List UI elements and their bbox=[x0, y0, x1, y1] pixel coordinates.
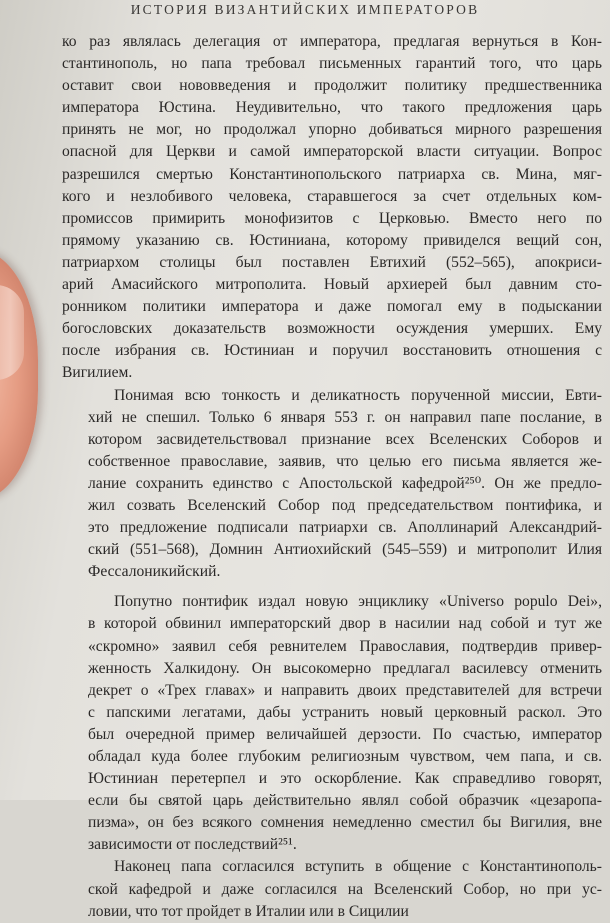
text-line: императора Юстина. Неудивительно, что такого предложения царь bbox=[62, 99, 602, 117]
text-line: жил созвать Вселенский Собор под председательством понтифика, и bbox=[88, 496, 602, 514]
paragraph-4 bbox=[62, 856, 602, 922]
text-line: патриархом столицы был поставлен Евтихий (552–565), апокриси- bbox=[62, 253, 602, 271]
text-line: принять не мог, но продолжал упорно добиваться мирного разрешения bbox=[62, 121, 602, 139]
text-line: ронником политики императора и даже помогал ему в подыскании bbox=[62, 298, 602, 316]
text-line: Вигилием. bbox=[62, 364, 133, 382]
text-line: арий Амасийского митрополита. Новый архиерей был давним сто- bbox=[62, 276, 602, 294]
text-line: с папскими легатами, дабы устранить новый церковный раскол. Это bbox=[88, 703, 602, 721]
text-line: зависимости от последствий²⁵¹. bbox=[88, 836, 297, 854]
text-line: женность Халкидону. Он высокомерно предлагал василевсу отменить bbox=[88, 659, 602, 677]
text-line: кого и незлобивого человека, старавшегося за счет отдельных ком- bbox=[62, 187, 602, 205]
text-line: ко раз являлась делегация от императора, предлагая вернуться в Кон- bbox=[62, 33, 602, 50]
text-line: Наконец папа согласился вступить в общение с Константинополь- bbox=[114, 858, 602, 876]
paragraph-3 bbox=[62, 591, 602, 856]
paragraph-2 bbox=[62, 385, 602, 584]
text-line: хий не спешил. Только 6 января 553 г. он направил папе послание, в bbox=[88, 408, 602, 426]
text-line: оставит свои нововведения и продолжит политику предшественника bbox=[62, 77, 602, 95]
text-line: Понимая всю тонкость и деликатность порученной миссии, Евти- bbox=[114, 386, 602, 404]
text-line: опасной для Церкви и самой императорской власти ситуации. Вопрос bbox=[62, 143, 602, 161]
text-line: это предложение подписали патриархи св. Аполлинарий Александрий- bbox=[88, 519, 602, 537]
text-line: «скромно» заявил себя ревнителем Православия, подтвердив привер- bbox=[88, 637, 602, 655]
paragraph-1 bbox=[62, 31, 602, 385]
text-line: прямому указанию св. Юстиниана, которому привиделся вещий сон, bbox=[62, 231, 602, 249]
text-line: был очередной пример величайшей дерзости. По счастью, император bbox=[88, 725, 602, 743]
text-line: разрешился смертью Константинопольского патриарха св. Мина, мяг- bbox=[62, 165, 602, 183]
text-line: декрет о «Трех главах» и направить двоих представителей для встречи bbox=[88, 681, 602, 699]
text-line: лание сохранить единство с Апостольской кафедрой²⁵⁰. Он же предло- bbox=[88, 474, 602, 492]
text-line: если бы святой царь действительно являл собой образчик «цезаропа- bbox=[88, 792, 602, 810]
text-line: стантинополь, но папа требовал письменных гарантий того, что царь bbox=[62, 55, 602, 73]
text-line: Юстиниан перетерпел и это оскорбление. Как справедливо говорят, bbox=[88, 770, 602, 788]
text-line: богословских доказательств возможности осуждения умерших. Ему bbox=[62, 320, 602, 338]
text-line: Фессалоникийский. bbox=[88, 563, 221, 581]
text-line: ловии, что тот пройдет в Италии или в Сицилии bbox=[88, 902, 409, 920]
text-line: обладал куда более глубоким религиозным чувством, чем папа, и св. bbox=[88, 748, 602, 765]
thumbnail-nail bbox=[0, 285, 24, 380]
body-text bbox=[62, 31, 602, 923]
text-line: в которой обвинил императорский двор в насилии над собой и тут же bbox=[88, 615, 602, 633]
text-line: после избрания св. Юстиниан и поручил восстановить отношения с bbox=[62, 342, 602, 360]
text-line: пизма», он без всякого сомнения немедленно сместил бы Вигилия, вне bbox=[88, 814, 602, 832]
text-line: Попутно понтифик издал новую энциклику «Universo populo Dei», bbox=[114, 593, 602, 611]
text-line: ской кафедрой и даже согласился на Вселенский Собор, но при ус- bbox=[88, 880, 602, 898]
text-line: промиссов примирить монофизитов с Церковью. Вместо него по bbox=[62, 209, 602, 227]
text-line: котором засвидетельствовал признание всех Вселенских Соборов и bbox=[88, 430, 602, 448]
text-line: ский (551–568), Домнин Антиохийский (545–559) и митрополит Илия bbox=[88, 541, 602, 559]
running-header: ИСТОРИЯ ВИЗАНТИЙСКИХ ИМПЕРАТОРОВ bbox=[130, 2, 480, 17]
text-line: собственное православие, заявив, что целью его письма является же- bbox=[88, 452, 602, 470]
